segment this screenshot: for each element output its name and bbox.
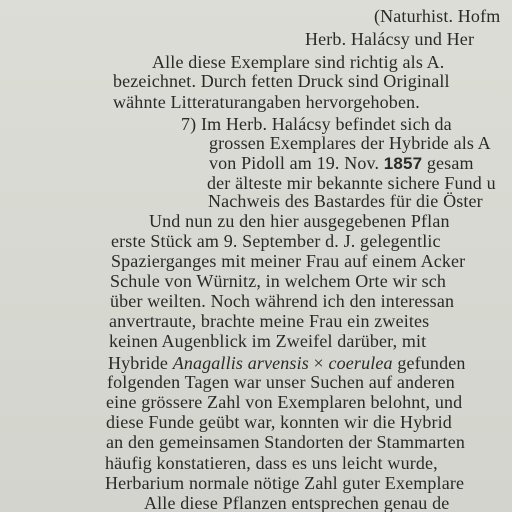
text-line: Herb. Halácsy und Her [305, 29, 475, 49]
text-line: an den gemeinsamen Standorten der Stammarten [106, 432, 465, 452]
text-line: eine grössere Zahl von Exemplaren belohnt, und [106, 392, 463, 412]
text-line: Schule von Würnitz, in welchem Orte wir sch [110, 271, 447, 291]
text-line: über weilten. Noch während ich den interessan [110, 291, 455, 311]
text-line: diese Funde geübt war, konnten wir die Hybrid [106, 412, 452, 432]
text-segment: Hybride [108, 353, 173, 373]
text-line [209, 153, 474, 174]
text-line: 7) Im Herb. Halácsy befindet sich da [181, 114, 452, 134]
taxon-name: Anagallis arvensis [172, 353, 309, 373]
text-line: Spazierganges mit meiner Frau auf einem Acker [111, 251, 466, 271]
text-line: Nachweis des Bastardes für die Öster [208, 191, 483, 211]
text-line: Alle diese Pflanzen entsprechen genau de [144, 493, 450, 512]
text-line: Herbarium normale nötige Zahl guter Exemplare [105, 473, 465, 493]
text-line: (Naturhist. Hofm [374, 6, 501, 26]
text-line: wähnte Litteraturangaben hervorgehoben. [113, 92, 420, 112]
text-line: grossen Exemplares der Hybride als A [209, 133, 491, 153]
text-line: häufig konstatieren, dass es uns leicht wurde, [105, 453, 438, 473]
text-line: Alle diese Exemplare sind richtig als A. [152, 52, 445, 72]
year-bold: 1857 [383, 154, 423, 173]
taxon-name: coerulea [328, 353, 393, 373]
hybrid-symbol: × [308, 353, 329, 373]
text-line [108, 353, 466, 373]
text-segment: gefunden [392, 353, 466, 373]
text-segment: gesam [422, 153, 474, 173]
text-line: bezeichnet. Durch fetten Druck sind Originall [113, 71, 450, 91]
text-line: keinen Augenblick im Zweifel darüber, mit [109, 331, 427, 351]
text-line: folgenden Tagen war unser Suchen auf anderen [107, 372, 455, 392]
text-line: erste Stück am 9. September d. J. gelegentlic [111, 231, 441, 251]
text-line: der älteste mir bekannte sichere Fund u [207, 173, 496, 193]
text-segment: von Pidoll am 19. Nov. [209, 153, 384, 173]
text-line: Und nun zu den hier ausgegebenen Pflan [149, 211, 450, 231]
text-line: anvertraute, brachte meine Frau ein zweites [109, 311, 430, 331]
